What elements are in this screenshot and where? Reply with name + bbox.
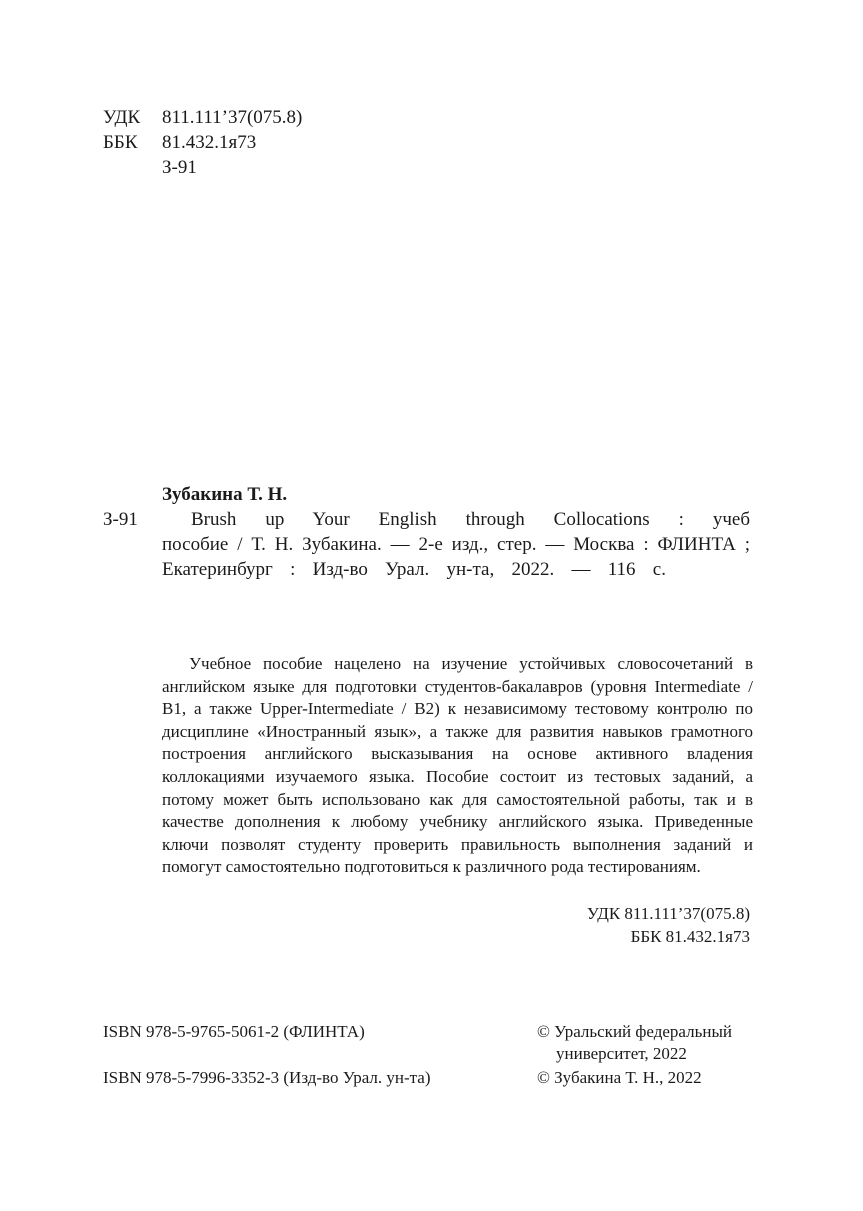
udc-value: 811.111’37(075.8) — [162, 107, 303, 128]
abstract-text: Учебное пособие нацелено на изучение устойчивых словосочетаний в английском языке для подготовки студентов-бакалавров (уровня Intermediate / B1, а также Upper-Intermediate / B2) к независимому тестовому контролю по дисциплине «Иностранный язык», а также для развития навыков грамотного построения английского высказывания на основе активного владения коллокациями изучаемого языка. Пособие состоит из тестовых заданий, а потому может быть использовано как для самостоятельной работы, так и в качестве дополнения к любому учебнику английского языка. Приведенные ключи позволят студенту проверить правильность выполнения заданий и помогут самостоятельно подготовиться к различного рода тестированиям. — [162, 654, 753, 877]
bbk-label: ББК — [103, 132, 138, 153]
copyright-author: © Зубакина Т. Н., 2022 — [537, 1068, 702, 1087]
isbn-urfu: ISBN 978-5-7996-3352-3 (Изд-во Урал. ун-та) — [103, 1068, 431, 1087]
bbk-row — [103, 130, 256, 155]
bbk-value: 81.432.1я73 — [162, 132, 257, 153]
copyright-university-line-2: университет, 2022 — [556, 1044, 687, 1063]
udc-row — [103, 105, 302, 130]
abstract-bbk: ББК 81.432.1я73 — [630, 927, 750, 946]
bibliography-line-3: Екатеринбург : Изд-во Урал. ун-та, 2022. — 116 с. — [162, 559, 666, 580]
copyright-university-line-1: © Уральский федеральный — [537, 1022, 732, 1041]
bibliography-mark: З-91 — [103, 509, 138, 530]
bibliography-line-1: Brush up Your English through Collocations : учеб — [191, 509, 750, 530]
author-mark-row — [103, 155, 197, 180]
author-mark: З-91 — [162, 157, 197, 178]
udc-label: УДК — [103, 107, 141, 128]
abstract-udc: УДК 811.111’37(075.8) — [586, 904, 750, 923]
abstract — [162, 653, 753, 879]
author-heading: Зубакина Т. Н. — [162, 484, 288, 505]
bibliography-line-2: пособие / Т. Н. Зубакина. — 2-е изд., стер. — Москва : ФЛИНТА ; — [162, 534, 750, 555]
isbn-flinta: ISBN 978-5-9765-5061-2 (ФЛИНТА) — [103, 1022, 365, 1041]
